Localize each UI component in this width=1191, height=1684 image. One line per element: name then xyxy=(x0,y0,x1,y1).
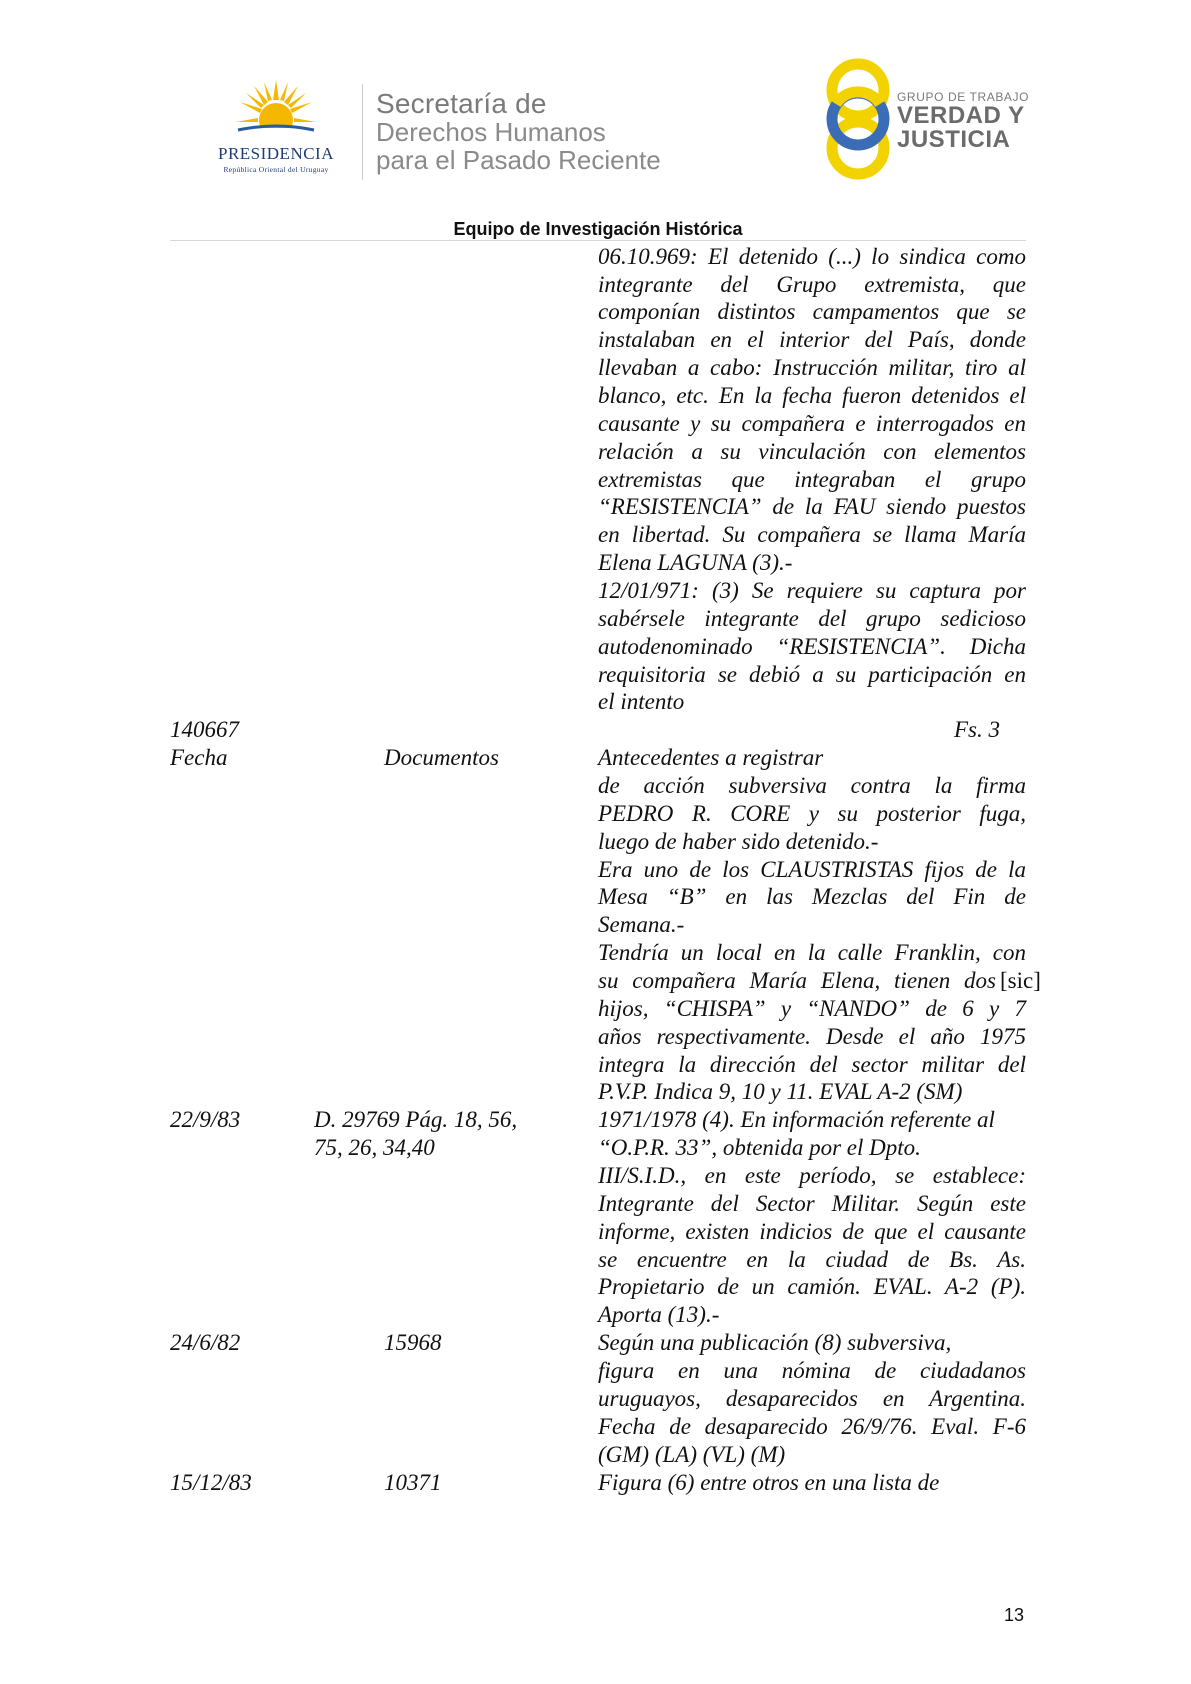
entry-document: D. 29769 Pág. 18, 56, xyxy=(314,1107,518,1132)
entry-document: 15968 xyxy=(384,1330,442,1355)
text-line: Fecha de desaparecido 26/9/76. Eval. F-6 xyxy=(598,1414,1026,1439)
secretaria-line-2: Derechos Humanos xyxy=(376,117,606,147)
section-title: Equipo de Investigación Histórica xyxy=(453,219,743,239)
text-line: P.V.P. Indica 9, 10 y 11. EVAL A-2 (SM) xyxy=(598,1079,963,1104)
text-line: 1971/1978 (4). En información referente al xyxy=(598,1107,995,1132)
column-header-record: Antecedentes a registrar xyxy=(598,745,824,770)
text-line: 12/01/971: (3) Se requiere su captura por xyxy=(598,578,1026,603)
secretaria-line-1: Secretaría de xyxy=(376,88,547,119)
verdad-justicia-logo-text xyxy=(897,90,1029,152)
sic-note: [sic] xyxy=(1000,968,1041,993)
text-line: extremistas que integraban el grupo xyxy=(598,467,1026,492)
gtvj-line-3: JUSTICIA xyxy=(897,126,1011,153)
text-line: informe, existen indicios de que el causante xyxy=(598,1219,1026,1244)
folio-number: Fs. 3 xyxy=(954,717,1000,742)
text-line: el intento xyxy=(598,689,685,714)
column-header-documents: Documentos xyxy=(384,745,499,770)
text-line: componían distintos campamentos que se xyxy=(598,299,1026,324)
text-line: (GM) (LA) (VL) (M) xyxy=(598,1442,786,1467)
text-line: autodenominado “RESISTENCIA”. Dicha xyxy=(598,634,1026,659)
text-line: figura en una nómina de ciudadanos xyxy=(598,1358,1026,1383)
text-line: III/S.I.D., en este período, se establece: xyxy=(598,1163,1026,1188)
text-line: requisitoria se debió a su participación en xyxy=(598,662,1026,687)
heading-rule xyxy=(170,240,1026,241)
text-line: integra la dirección del sector militar del xyxy=(598,1052,1026,1077)
text-line: blanco, etc. En la fecha fueron detenidos el xyxy=(598,383,1026,408)
gtvj-line-2: VERDAD Y xyxy=(897,102,1025,129)
text-line: Tendría un local en la calle Franklin, con xyxy=(598,940,1026,965)
presidencia-subtitle: República Oriental del Uruguay xyxy=(223,165,329,174)
text-line: se encuentre en la ciudad de Bs. As. xyxy=(598,1247,1026,1272)
column-header-date: Fecha xyxy=(170,745,228,770)
secretaria-logo-text xyxy=(376,90,661,174)
presidencia-wordmark: PRESIDENCIA xyxy=(217,144,334,163)
page-number: 13 xyxy=(1004,1605,1025,1625)
text-line: Propietario de un camión. EVAL. A-2 (P). xyxy=(598,1274,1026,1299)
text-line: “RESISTENCIA” de la FAU siendo puestos xyxy=(598,494,1026,519)
text-line: Figura (6) entre otros en una lista de xyxy=(598,1470,940,1495)
record-id: 140667 xyxy=(170,717,239,742)
text-line: de acción subversiva contra la firma xyxy=(598,773,1026,798)
text-line: Elena LAGUNA (3).- xyxy=(598,550,793,575)
logo-divider xyxy=(362,84,363,180)
text-line: sabérsele integrante del grupo sedicioso xyxy=(598,606,1026,631)
text-line: Según una publicación (8) subversiva, xyxy=(598,1330,952,1355)
sun-emblem-icon xyxy=(234,78,318,142)
text-line: PEDRO R. CORE y su posterior fuga, xyxy=(598,801,1026,826)
entry-date: 24/6/82 xyxy=(170,1330,241,1355)
entry-date: 22/9/83 xyxy=(170,1107,241,1132)
gtvj-line-1: GRUPO DE TRABAJO xyxy=(897,90,1030,104)
text-line: años respectivamente. Desde el año 1975 xyxy=(598,1024,1026,1049)
text-line: “O.P.R. 33”, obtenida por el Dpto. xyxy=(598,1135,921,1160)
text-line: instalaban en el interior del País, donde xyxy=(598,327,1026,352)
text-line: causante y su compañera e interrogados en xyxy=(598,411,1026,436)
text-line: su compañera María Elena, tienen dos xyxy=(598,968,996,993)
entry-date: 15/12/83 xyxy=(170,1470,252,1495)
text-line: 06.10.969: El detenido (...) lo sindica como xyxy=(598,244,1026,269)
secretaria-line-3: para el Pasado Reciente xyxy=(376,145,661,175)
text-line: llevaban a cabo: Instrucción militar, tiro al xyxy=(598,355,1026,380)
text-line: Integrante del Sector Militar. Según este xyxy=(598,1191,1026,1216)
text-line: Mesa “B” en las Mezclas del Fin de xyxy=(598,884,1026,909)
presidencia-logo xyxy=(196,78,356,178)
text-line: luego de haber sido detenido.- xyxy=(598,829,879,854)
text-line: integrante del Grupo extremista, que xyxy=(598,272,1026,297)
entry-document: 75, 26, 34,40 xyxy=(314,1135,435,1160)
text-line: Era uno de los CLAUSTRISTAS fijos de la xyxy=(598,857,1026,882)
text-line: Semana.- xyxy=(598,912,685,937)
text-line: en libertad. Su compañera se llama María xyxy=(598,522,1026,547)
text-line: relación a su vinculación con elementos xyxy=(598,439,1026,464)
text-line: hijos, “CHISPA” y “NANDO” de 6 y 7 xyxy=(598,996,1026,1021)
text-line: uruguayos, desaparecidos en Argentina. xyxy=(598,1386,1026,1411)
text-line: Aporta (13).- xyxy=(598,1302,720,1327)
entry-document: 10371 xyxy=(384,1470,442,1495)
